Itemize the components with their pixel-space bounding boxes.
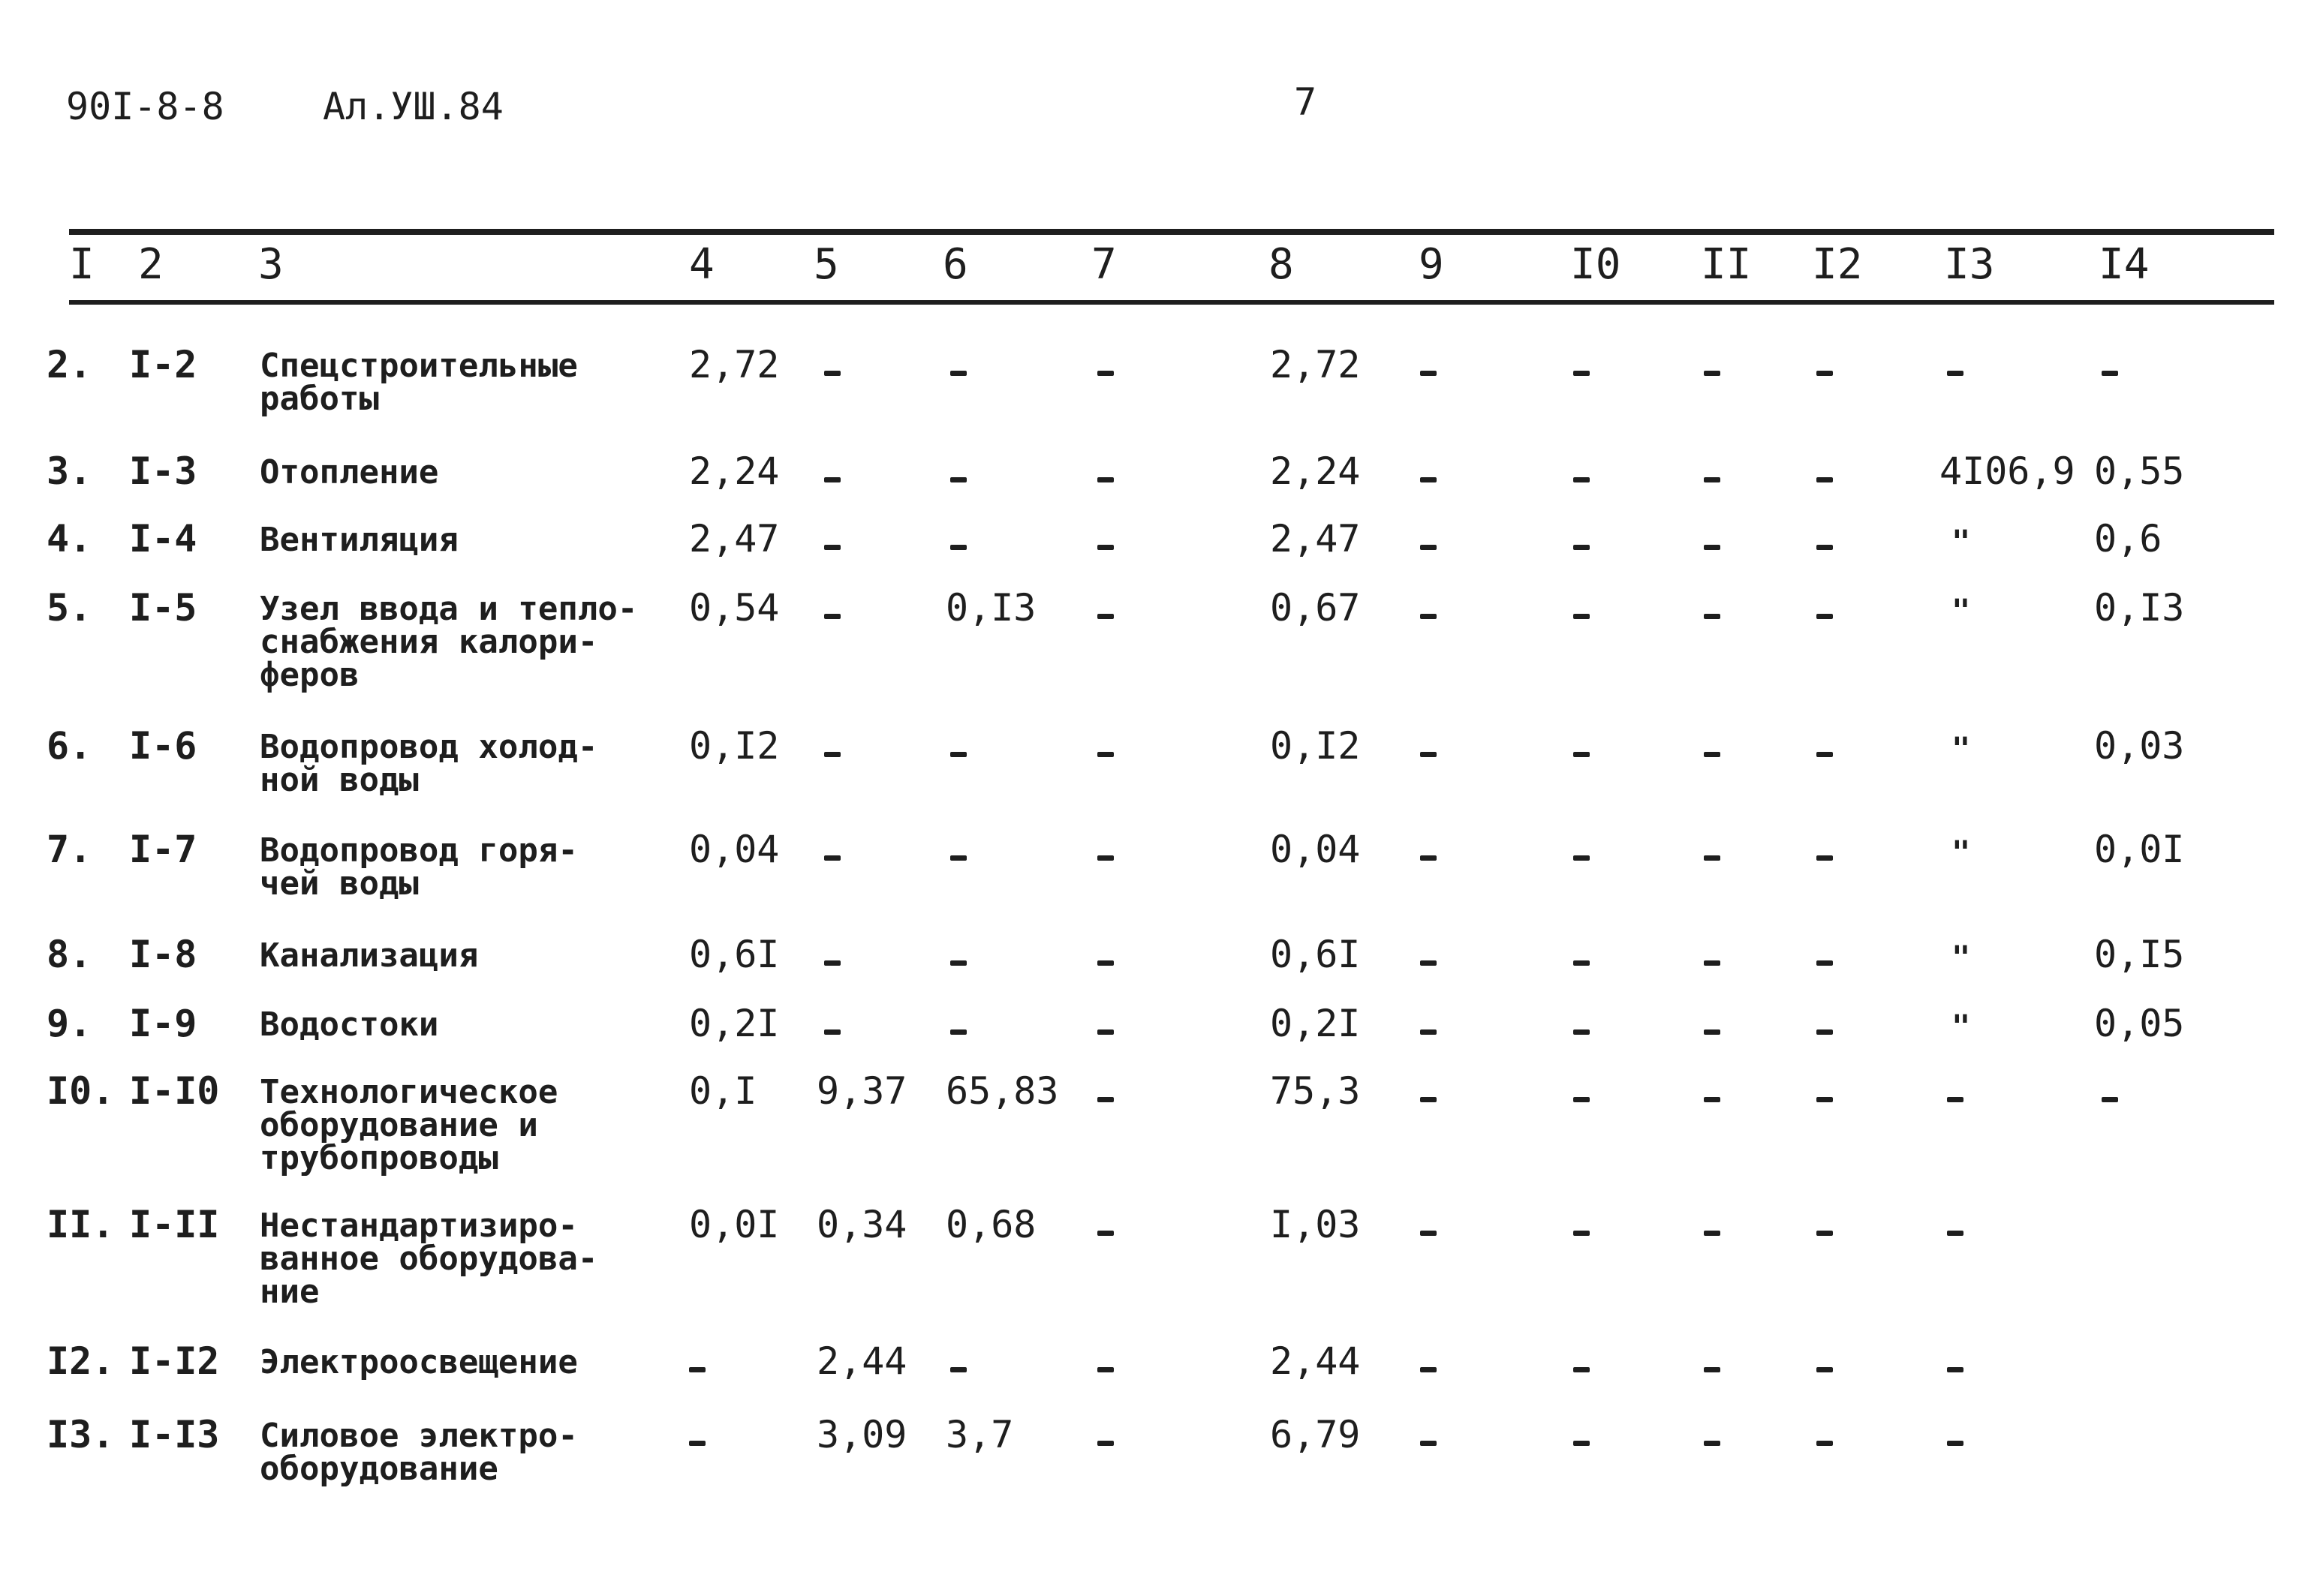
table-cell-value: 2,44 <box>817 1339 907 1383</box>
column-header: 8 <box>1268 240 1294 289</box>
table-cell-dash <box>1097 614 1114 619</box>
table-cell-value: 0,I2 <box>1270 724 1361 768</box>
table-top-rule <box>69 229 2274 235</box>
table-cell-work-name: Электроосвещение <box>260 1343 578 1381</box>
table-cell-dash <box>1573 1441 1590 1446</box>
table-cell-code: I-7 <box>129 828 197 871</box>
table-cell-dash <box>824 960 841 966</box>
table-cell-dash <box>824 752 841 757</box>
table-cell-value: 9,37 <box>817 1069 907 1113</box>
table-cell-dash <box>1704 1029 1720 1035</box>
table-cell-dash <box>1816 1097 1833 1102</box>
table-cell-value: 0,04 <box>1270 828 1361 871</box>
table-cell-dash <box>1573 855 1590 861</box>
table-cell-row-number: 3. <box>47 449 92 493</box>
table-cell-dash <box>1947 371 1963 376</box>
table-cell-value: 2,47 <box>689 517 780 561</box>
table-cell-code: I-9 <box>129 1002 197 1045</box>
table-cell-dash <box>824 545 841 550</box>
table-cell-dash <box>824 371 841 376</box>
table-cell-ditto: " <box>1951 523 1971 560</box>
table-cell-dash <box>824 614 841 619</box>
table-cell-work-name: Водопровод горя- чей воды <box>260 831 578 903</box>
table-cell-dash <box>1704 960 1720 966</box>
table-cell-dash <box>1420 1097 1437 1102</box>
column-header: I4 <box>2099 240 2150 289</box>
table-cell-dash <box>1420 477 1437 482</box>
table-cell-work-name: Нестандартизиро- ванное оборудова- ние <box>260 1207 598 1311</box>
table-cell-dash <box>1816 855 1833 861</box>
table-header-rule <box>69 300 2274 305</box>
table-cell-dash <box>1816 1231 1833 1236</box>
document-code: 90I-8-8 <box>66 85 224 128</box>
table-cell-value: 0,2I <box>689 1002 780 1045</box>
table-cell-row-number: 4. <box>47 517 92 561</box>
table-cell-dash <box>1097 1231 1114 1236</box>
table-cell-value: 0,67 <box>1270 586 1361 630</box>
table-cell-code: I-2 <box>129 343 197 386</box>
table-cell-dash <box>1097 752 1114 757</box>
table-cell-dash <box>1420 1367 1437 1372</box>
table-cell-value: 0,0I <box>689 1203 780 1246</box>
table-cell-work-name: Спецстроительные работы <box>260 347 578 418</box>
table-cell-dash <box>1816 960 1833 966</box>
column-header: 5 <box>814 240 839 289</box>
album-code: Ал.УШ.84 <box>323 85 504 128</box>
table-cell-dash <box>1816 1441 1833 1446</box>
table-cell-dash <box>1097 371 1114 376</box>
table-cell-value: 3,7 <box>946 1413 1014 1456</box>
column-header: 7 <box>1091 240 1117 289</box>
table-cell-value: 0,I2 <box>689 724 780 768</box>
table-cell-value: 0,6I <box>689 933 780 976</box>
table-cell-dash <box>1097 960 1114 966</box>
table-cell-dash <box>950 477 967 482</box>
table-cell-dash <box>1573 371 1590 376</box>
table-cell-dash <box>1816 752 1833 757</box>
table-cell-value: 0,54 <box>689 586 780 630</box>
table-cell-dash <box>1420 371 1437 376</box>
table-cell-dash <box>1573 1029 1590 1035</box>
column-header: 3 <box>258 240 284 289</box>
table-cell-dash <box>824 855 841 861</box>
table-cell-dash <box>1420 855 1437 861</box>
table-cell-row-number: 2. <box>47 343 92 386</box>
table-cell-dash <box>1704 371 1720 376</box>
table-cell-dash <box>1704 855 1720 861</box>
table-cell-row-number: I3. <box>47 1413 115 1456</box>
table-cell-dash <box>1573 545 1590 550</box>
table-cell-dash <box>950 545 967 550</box>
table-cell-dash <box>1947 1367 1963 1372</box>
table-cell-value: 0,I3 <box>946 586 1037 630</box>
table-cell-dash <box>1097 1367 1114 1372</box>
table-cell-dash <box>1097 855 1114 861</box>
table-cell-value: 0,03 <box>2094 724 2185 768</box>
table-cell-dash <box>1420 1441 1437 1446</box>
table-cell-row-number: 5. <box>47 586 92 630</box>
table-cell-dash <box>1704 752 1720 757</box>
table-cell-dash <box>1573 477 1590 482</box>
table-cell-value: 0,6I <box>1270 933 1361 976</box>
table-cell-dash <box>1947 1231 1963 1236</box>
table-cell-work-name: Вентиляция <box>260 521 459 559</box>
table-cell-dash <box>1573 960 1590 966</box>
table-cell-value: 2,44 <box>1270 1339 1361 1383</box>
table-cell-dash <box>1420 960 1437 966</box>
table-cell-dash <box>950 371 967 376</box>
table-cell-ditto: " <box>1951 1008 1971 1044</box>
table-cell-dash <box>689 1367 706 1372</box>
table-cell-dash <box>1420 545 1437 550</box>
table-cell-row-number: 8. <box>47 933 92 976</box>
table-cell-code: I-3 <box>129 449 197 493</box>
table-cell-value: 0,04 <box>689 828 780 871</box>
table-cell-dash <box>1947 1097 1963 1102</box>
table-cell-dash <box>1704 1231 1720 1236</box>
table-cell-value: 0,I5 <box>2094 933 2185 976</box>
table-cell-dash <box>1420 1029 1437 1035</box>
table-cell-dash <box>1704 1367 1720 1372</box>
table-cell-dash <box>1704 477 1720 482</box>
table-cell-dash <box>1704 614 1720 619</box>
table-cell-value: 2,72 <box>1270 343 1361 386</box>
table-cell-value: 0,34 <box>817 1203 907 1246</box>
table-cell-code: I-5 <box>129 586 197 630</box>
table-cell-code: I-I3 <box>129 1413 220 1456</box>
table-cell-dash <box>1420 1231 1437 1236</box>
page-number: 7 <box>1294 80 1317 124</box>
table-cell-dash <box>824 1029 841 1035</box>
table-cell-work-name: Водопровод холод- ной воды <box>260 728 598 799</box>
table-cell-dash <box>1420 614 1437 619</box>
table-cell-value: 2,47 <box>1270 517 1361 561</box>
table-cell-value: 0,05 <box>2094 1002 2185 1045</box>
table-cell-dash <box>2102 371 2118 376</box>
table-cell-work-name: Узел ввода и тепло- снабжения калори- феров <box>260 590 638 694</box>
table-cell-value: 2,72 <box>689 343 780 386</box>
table-cell-dash <box>1097 1441 1114 1446</box>
table-cell-work-name: Силовое электро- оборудование <box>260 1417 578 1488</box>
table-cell-dash <box>1816 1029 1833 1035</box>
table-cell-value: 3,09 <box>817 1413 907 1456</box>
table-cell-row-number: I0. <box>47 1069 115 1113</box>
table-cell-dash <box>1573 1097 1590 1102</box>
table-cell-dash <box>1097 477 1114 482</box>
table-cell-value: 4I06,9 <box>1939 449 2075 493</box>
table-cell-value: 65,83 <box>946 1069 1059 1113</box>
table-cell-dash <box>1704 545 1720 550</box>
table-cell-value: 0,55 <box>2094 449 2185 493</box>
table-cell-dash <box>1704 1441 1720 1446</box>
table-cell-ditto: " <box>1951 939 1971 975</box>
table-cell-value: 0,68 <box>946 1203 1037 1246</box>
table-cell-work-name: Водостоки <box>260 1005 439 1044</box>
table-cell-dash <box>950 1029 967 1035</box>
table-cell-dash <box>1097 1097 1114 1102</box>
table-cell-value: 0,2I <box>1270 1002 1361 1045</box>
table-cell-row-number: 6. <box>47 724 92 768</box>
table-cell-value: 2,24 <box>689 449 780 493</box>
table-cell-value: 0,0I <box>2094 828 2185 871</box>
column-header: 2 <box>138 240 164 289</box>
table-cell-dash <box>1097 1029 1114 1035</box>
table-cell-value: 75,3 <box>1270 1069 1361 1113</box>
table-cell-dash <box>1816 1367 1833 1372</box>
table-cell-dash <box>824 477 841 482</box>
table-cell-dash <box>1420 752 1437 757</box>
table-cell-dash <box>1816 371 1833 376</box>
table-cell-value: 0,I3 <box>2094 586 2185 630</box>
table-cell-dash <box>950 855 967 861</box>
table-cell-row-number: 9. <box>47 1002 92 1045</box>
column-header: I0 <box>1570 240 1621 289</box>
table-cell-row-number: I2. <box>47 1339 115 1383</box>
table-cell-dash <box>1947 1441 1963 1446</box>
table-cell-ditto: " <box>1951 834 1971 870</box>
table-cell-dash <box>1816 545 1833 550</box>
table-cell-dash <box>1816 477 1833 482</box>
table-cell-ditto: " <box>1951 730 1971 767</box>
table-cell-value: 2,24 <box>1270 449 1361 493</box>
table-cell-work-name: Технологическое оборудование и трубопроводы <box>260 1073 558 1177</box>
column-header: I <box>69 240 95 289</box>
table-cell-value: I,03 <box>1270 1203 1361 1246</box>
table-cell-code: I-I0 <box>129 1069 220 1113</box>
table-cell-work-name: Отопление <box>260 453 439 491</box>
table-cell-dash <box>1573 1367 1590 1372</box>
table-cell-code: I-8 <box>129 933 197 976</box>
table-cell-dash <box>950 1367 967 1372</box>
table-cell-value: 0,I <box>689 1069 757 1113</box>
table-cell-code: I-I2 <box>129 1339 220 1383</box>
table-cell-code: I-6 <box>129 724 197 768</box>
column-header: II <box>1701 240 1752 289</box>
table-cell-dash <box>1573 752 1590 757</box>
column-header: 4 <box>689 240 715 289</box>
table-cell-dash <box>1573 1231 1590 1236</box>
table-cell-dash <box>1704 1097 1720 1102</box>
table-cell-code: I-II <box>129 1203 220 1246</box>
table-cell-dash <box>689 1441 706 1446</box>
column-header: 9 <box>1419 240 1444 289</box>
table-cell-row-number: II. <box>47 1203 115 1246</box>
table-cell-row-number: 7. <box>47 828 92 871</box>
table-cell-dash <box>1573 614 1590 619</box>
table-cell-work-name: Канализация <box>260 936 479 975</box>
column-header: I2 <box>1812 240 1863 289</box>
table-cell-dash <box>950 960 967 966</box>
table-cell-value: 0,6 <box>2094 517 2162 561</box>
table-cell-dash <box>1097 545 1114 550</box>
table-cell-ditto: " <box>1951 592 1971 629</box>
table-cell-dash <box>950 752 967 757</box>
table-cell-dash <box>2102 1097 2118 1102</box>
table-cell-dash <box>1816 614 1833 619</box>
column-header: 6 <box>943 240 968 289</box>
column-header: I3 <box>1944 240 1995 289</box>
table-cell-code: I-4 <box>129 517 197 561</box>
table-cell-value: 6,79 <box>1270 1413 1361 1456</box>
